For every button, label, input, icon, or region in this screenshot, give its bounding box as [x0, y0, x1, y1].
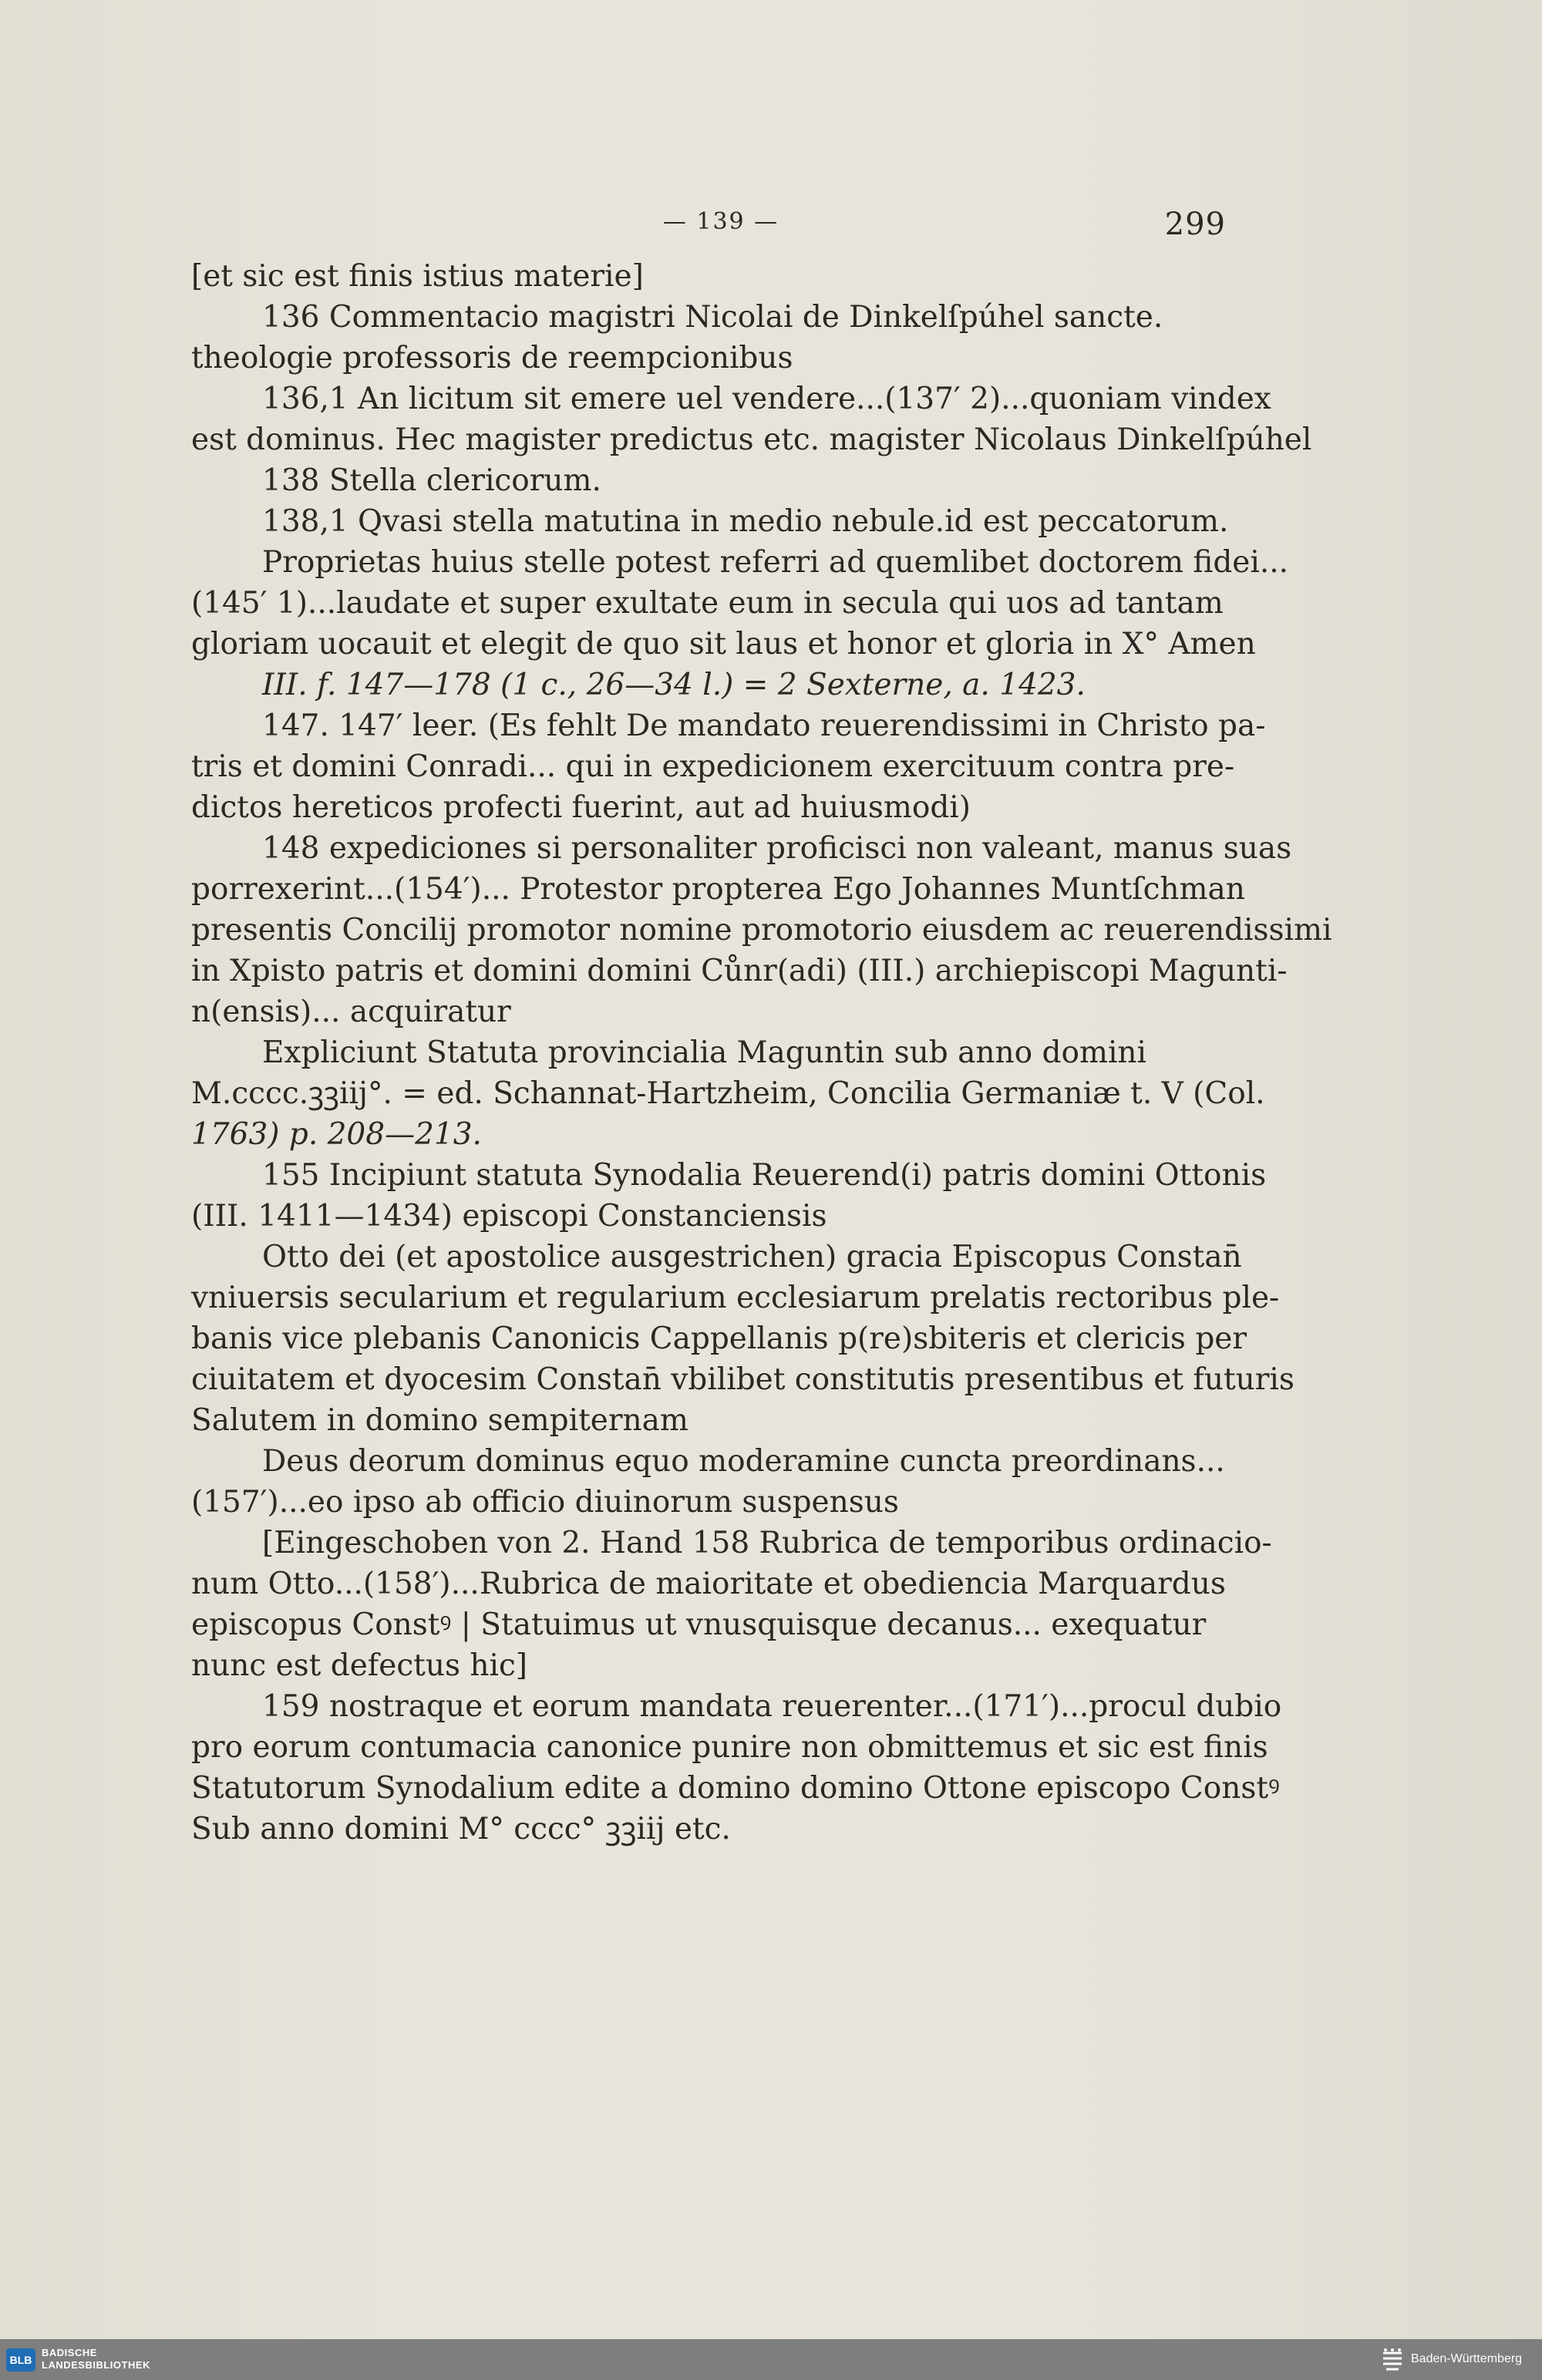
text-line: [Eingeschoben von 2. Hand 158 Rubrica de temporibus ordinacio- [262, 1526, 1272, 1560]
text-line: 136 Commentacio magistri Nicolai de Dinkelſpúhel sancte. [262, 300, 1163, 335]
text-body [191, 256, 1332, 1850]
text-line: [et sic est finis istius materie] [191, 259, 644, 294]
text-line: 148 expediciones si personaliter proficisci non valeant, manus suas [262, 831, 1292, 866]
text-line: III. f. 147—178 (1 c., 26—34 l.) = 2 Sexterne, a. 1423. [262, 668, 1086, 702]
text-line: pro eorum contumacia canonice punire non obmittemus et sic est finis [191, 1730, 1268, 1765]
text-line: Expliciunt Statuta provincialia Maguntin sub anno domini [262, 1035, 1147, 1070]
text-line: n(ensis)... acquiratur [191, 995, 511, 1029]
text-line: Salutem in domino sempiternam [191, 1403, 689, 1438]
text-line: tris et domini Conradi... qui in expedicionem exercituum contra pre- [191, 749, 1235, 784]
text-line: 1763) p. 208—213. [191, 1117, 482, 1152]
state-name: Baden-Württemberg [1411, 2352, 1523, 2365]
baden-wuerttemberg-emblem-icon [1379, 2347, 1406, 2373]
text-line: 138 Stella clericorum. [262, 463, 601, 498]
text-line: episcopus Constꝰ | Statuimus ut vnusquisque decanus... exequatur [191, 1607, 1207, 1642]
text-line: theologie professoris de reempcionibus [191, 341, 793, 375]
text-line: num Otto...(158′)...Rubrica de maioritate et obediencia Marquardus [191, 1567, 1226, 1601]
text-line: Proprietas huius stelle potest referri ad quemlibet doctorem fidei... [262, 545, 1289, 580]
library-name-line-2: LANDESBIBLIOTHEK [42, 2359, 150, 2371]
text-line: est dominus. Hec magister predictus etc. magister Nicolaus Dinkelſpúhel [191, 422, 1312, 457]
text-line: 155 Incipiunt statuta Synodalia Reuerend(i) patris domini Ottonis [262, 1158, 1267, 1193]
blb-logo-icon[interactable]: BLB [6, 2348, 35, 2372]
text-line: presentis Concilij promotor nomine promotorio eiusdem ac reuerendissimi [191, 913, 1332, 948]
text-line: 147. 147′ leer. (Es fehlt De mandato reuerendissimi in Christo pa- [262, 709, 1266, 743]
text-line: banis vice plebanis Canonicis Cappellanis p(re)sbiteris et clericis per [191, 1321, 1247, 1356]
text-line: Otto dei (et apostolice ausgestrichen) gracia Episcopus Constan̄ [262, 1240, 1242, 1274]
text-line: ciuitatem et dyocesim Constan̄ vbilibet constitutis presentibus et futuris [191, 1362, 1295, 1397]
text-line: (145′ 1)...laudate et super exultate eum in secula qui uos ad tantam [191, 586, 1224, 621]
page-number-center: — 139 — [662, 208, 779, 235]
text-line: gloriam uocauit et elegit de quo sit laus et honor et gloria in X° Amen [191, 627, 1256, 661]
text-line: dictos hereticos profecti fuerint, aut ad huiusmodi) [191, 790, 971, 825]
library-name-line-1: BADISCHE [42, 2347, 97, 2358]
text-line: in Xpisto patris et domini domini Cůnr(adi) (III.) archiepiscopi Magunti- [191, 954, 1288, 988]
text-line: vniuersis secularium et regularium ecclesiarum prelatis rectoribus ple- [191, 1281, 1280, 1315]
text-line: (157′)...eo ipso ab officio diuinorum suspensus [191, 1485, 899, 1520]
page-number-right: 299 [1164, 207, 1226, 242]
text-line: Statutorum Synodalium edite a domino domino Ottone episcopo Constꝰ [191, 1771, 1280, 1806]
library-footer-bar [0, 2339, 1542, 2380]
text-line: Deus deorum dominus equo moderamine cuncta preordinans... [262, 1444, 1225, 1479]
text-line: porrexerint...(154′)... Protestor propterea Ego Johannes Muntſchman [191, 872, 1245, 907]
text-line: 136,1 An licitum sit emere uel vendere...(137′ 2)...quoniam vindex [262, 382, 1271, 416]
text-line: nunc est defectus hic] [191, 1648, 528, 1683]
text-line: 159 nostraque et eorum mandata reuerenter...(171′)...procul dubio [262, 1689, 1282, 1724]
text-line: Sub anno domini M° cccc° ꝫꝫiij etc. [191, 1812, 731, 1846]
text-line: M.cccc.ꝫꝫiij°. = ed. Schannat-Hartzheim, Concilia Germaniæ t. V (Col. [191, 1076, 1265, 1111]
library-name [42, 2347, 150, 2372]
text-line: 138,1 Qvasi stella matutina in medio nebule.id est peccatorum. [262, 504, 1229, 539]
text-line: (III. 1411—1434) episcopi Constanciensis [191, 1199, 827, 1234]
